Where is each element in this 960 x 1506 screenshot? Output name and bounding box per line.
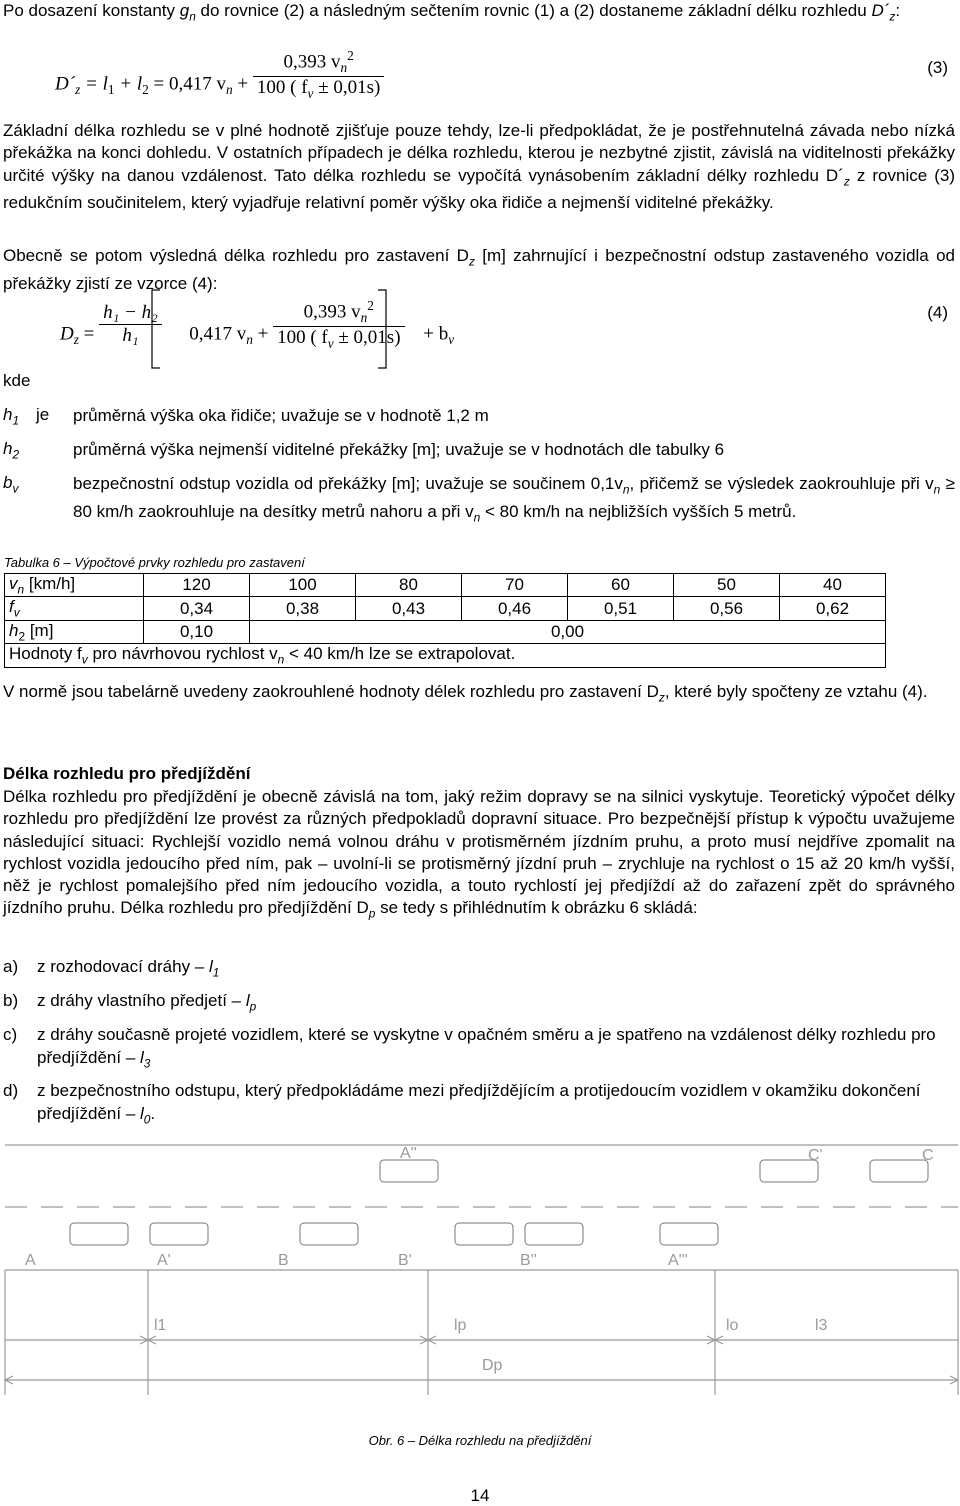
table-cell: 100 <box>250 574 356 597</box>
table-note: Hodnoty $f_v$ pro návrhovou rychlost $v_n < 40$ km/h lze se extrapolovat. <box>5 644 886 667</box>
table-cell: 120 <box>144 574 250 597</box>
label-b2: B'' <box>520 1252 537 1269</box>
equation-3-number: (3) <box>927 58 948 77</box>
table-cell: 80 <box>356 574 462 597</box>
def-bv-text: bezpečnostní odstup vozidla od překážky [m]; uvažuje se součinem $0,1v_n$, přičemž se výsledek zaokrouhluje při $v_n \ge 80$ km/h zaokrouhluje na desítky metrů nahoru a při $v_n < 80$ km/h na nejbližších vyšších 5 metrů. <box>73 474 955 525</box>
table-cell: 50 <box>674 574 780 597</box>
dim-l3: l3 <box>815 1317 828 1334</box>
table-row <box>5 620 886 643</box>
table-cell: 0,51 <box>568 597 674 620</box>
table-cell: 0,46 <box>462 597 568 620</box>
table-cell: 0,62 <box>780 597 886 620</box>
overtaking-diagram <box>0 1140 960 1425</box>
table-row <box>5 644 886 667</box>
table-cell: 0,00 <box>250 620 886 643</box>
dim-lo: lo <box>726 1317 739 1334</box>
vehicle-icon <box>870 1160 928 1182</box>
equation-4-number: (4) <box>927 303 948 322</box>
list-item: a) z rozhodovací dráhy – $l_1$ <box>3 957 220 980</box>
table-cell-label: $h_2$ [m] <box>5 620 144 643</box>
label-c: C <box>922 1147 934 1164</box>
vehicle-icon <box>70 1223 128 1245</box>
table-cell: 40 <box>780 574 886 597</box>
label-a3: A''' <box>668 1252 688 1269</box>
vehicle-icon <box>300 1223 358 1245</box>
vehicle-icon <box>455 1223 513 1245</box>
table-cell: 0,56 <box>674 597 780 620</box>
paragraph-norm: V normě jsou tabelárně uvedeny zaokrouhlené hodnoty délek rozhledu pro zastavení $D_z$, které byly spočteny ze vztahu (4). <box>3 682 928 705</box>
def-h2-text: průměrná výška nejmenší viditelné překážky [m]; uvažuje se v hodnotách dle tabulky 6 <box>73 440 725 459</box>
table-caption: Tabulka 6 – Výpočtové prvky rozhledu pro zastavení <box>4 555 305 570</box>
figure-caption: Obr. 6 – Délka rozhledu na předjíždění <box>368 1433 592 1448</box>
kde-label: kde <box>3 371 31 390</box>
table-cell: 0,38 <box>250 597 356 620</box>
paragraph-general-formula: Obecně se potom výsledná délka rozhledu pro zastavení $D_z$ [m] zahrnující i bezpečnostní odstup zastaveného vozidla od překážky zjistí ze vzorce (4): <box>3 246 956 293</box>
paragraph-basic-length: Základní délka rozhledu se v plné hodnotě zjišťuje pouze tehdy, lze-li předpokládat, že je postřehnutelná závada nebo nízká překážka na konci dohledu. V ostatních případech je délka rozhledu, kterou je nezbytné zjistit, závislá na viditelnosti překážky určité výšky na danou vzdálenost. Tato délka rozhledu se vypočítá vynásobením základní délky rozhledu $D´_z$ z rovnice (3) redukčním součinitelem, který vyjadřuje relativní poměr výšky oka řidiče a nejmenší viditelné překážky. <box>3 121 955 213</box>
def-h1-text: průměrná výška oka řidiče; uvažuje se v hodnotě 1,2 m <box>73 406 489 425</box>
dim-lp: lp <box>454 1317 467 1334</box>
dim-dp: Dp <box>482 1357 503 1374</box>
table-row <box>5 574 886 597</box>
vehicle-icon <box>150 1223 208 1245</box>
vehicle-icon <box>660 1223 718 1245</box>
table-cell-label: $f_v$ <box>5 597 144 620</box>
list-item: b) z dráhy vlastního předjetí – $l_p$ <box>3 991 257 1014</box>
table-cell-label: $v_n$ [km/h] <box>5 574 144 597</box>
label-c1: C' <box>808 1147 823 1164</box>
label-a1: A' <box>157 1252 171 1269</box>
section-heading: Délka rozhledu pro předjíždění <box>3 764 251 783</box>
def-h2-term: $h_2$ <box>3 439 20 462</box>
table-cell: 0,43 <box>356 597 462 620</box>
table-cell: 0,10 <box>144 620 250 643</box>
table-row <box>5 597 886 620</box>
table-cell: 60 <box>568 574 674 597</box>
def-h1-term: $h_1$ je <box>3 405 50 428</box>
paragraph-overtaking: Délka rozhledu pro předjíždění je obecně závislá na tom, jaký režim dopravy se na silnici vyskytuje. Teoretický výpočet délky rozhledu pro předjíždění lze provést za různých předpokladů dopravní situace. Pro bezpečnější přístup k výpočtu uvažujeme následující situaci: Rychlejší vozidlo nemá volnou dráhu v protisměrném jízdním pruhu, a proto musí nejdříve zpomalit na rychlost vozidla jedoucího před ním, pak – uvolní-li se protisměrný jízdní pruh – zrychluje na rychlost o 15 až 20 km/h vyšší, něž je rychlost pomalejšího před ním jedoucího vozidla, a touto rychlostí jej předjíždí až do zařazení zpět do správného jízdního pruhu. Délka rozhledu pro předjíždění $D_p$ se tedy s přihlédnutím k obrázku 6 skládá: <box>3 787 955 921</box>
page-number: 14 <box>470 1486 490 1505</box>
def-bv-term: $b_v$ <box>3 473 19 496</box>
list-item: c) z dráhy současně projeté vozidlem, které se vyskytne v opačném směru a je spatřeno na vzdálenost délky rozhledu pro předjíždění – $l_3$ <box>3 1025 936 1070</box>
list-item: d) z bezpečnostního odstupu, který předpokládáme mezi předjíždějícím a protijedoucím vozidlem v okamžiku dokončení předjíždění – $l_0$. <box>3 1081 921 1126</box>
equation-3: $D´_z = l_1 + l_2 = 0,417$ $v_n$ + $\frac{0,393 v_n^2}{100 ( f_v \pm 0,01s)}$ <box>55 58 384 112</box>
table-cell: 70 <box>462 574 568 597</box>
label-b: B <box>278 1252 289 1269</box>
table-cell: 0,34 <box>144 597 250 620</box>
paragraph-intro: Po dosazení konstanty $g_n$ do rovnice (2) a následným sečtením rovnic (1) a (2) dostaneme základní délku rozhledu $D´_z$: <box>3 1 901 24</box>
label-a: A <box>25 1252 36 1269</box>
dim-l1: l1 <box>154 1317 167 1334</box>
table-6 <box>4 573 886 668</box>
equation-4: $D_z$ = $\frac{\text{h₁ − h₂}}{\text{h₁}}$ 0,417 $v_n$ + $\frac{0,393 v_n^2}{100 ( f_v \pm 0,01s)}$ + $b_v$ <box>60 298 455 351</box>
vehicle-icon <box>380 1160 438 1182</box>
vehicle-icon <box>525 1223 583 1245</box>
label-b1: B' <box>398 1252 412 1269</box>
label-a2: A'' <box>400 1145 417 1162</box>
